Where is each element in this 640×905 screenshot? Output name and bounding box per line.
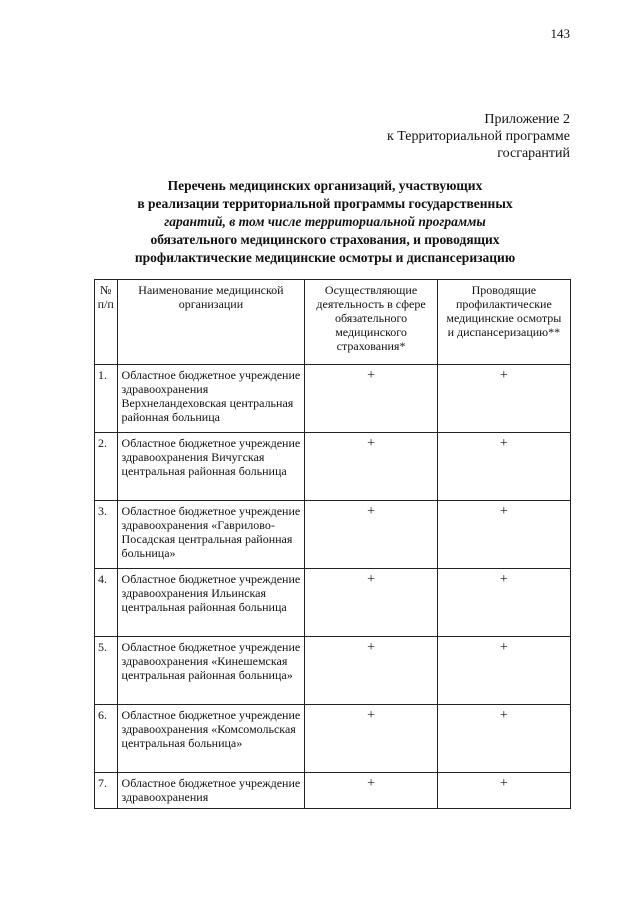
appendix-line-1: Приложение 2 — [484, 112, 570, 127]
header-insurance: Осуществляющие деятельность в сфере обязательного медицинского страхования* — [305, 280, 437, 365]
row-number: 2. — [95, 433, 118, 501]
table-row — [95, 365, 571, 433]
title-line-3: гарантий, в том числе территориальной программы — [164, 214, 486, 229]
table-row — [95, 433, 571, 501]
organization-name: Областное бюджетное учреждение здравоохранения Ильинская центральная районная больница — [117, 569, 305, 637]
table-row — [95, 637, 571, 705]
table-row — [95, 773, 571, 809]
organization-name: Областное бюджетное учреждение здравоохранения «Комсомольская центральная больница» — [117, 705, 305, 773]
title-line-1: Перечень медицинских организаций, участвующих — [167, 178, 483, 193]
appendix-header — [310, 111, 570, 162]
row-number: 3. — [95, 501, 118, 569]
insurance-mark: + — [305, 569, 437, 637]
header-preventive: Проводящие профилактические медицинские осмотры и диспансеризацию** — [437, 280, 570, 365]
header-organization-name: Наименование медицинской организации — [117, 280, 305, 365]
row-number: 1. — [95, 365, 118, 433]
organization-name: Областное бюджетное учреждение здравоохранения — [117, 773, 305, 809]
appendix-line-3: госгарантий — [497, 146, 570, 161]
title-line-5: профилактические медицинские осмотры и диспансеризацию — [134, 250, 516, 265]
insurance-mark: + — [305, 637, 437, 705]
row-number: 7. — [95, 773, 118, 809]
preventive-mark: + — [437, 365, 570, 433]
organizations-table — [94, 279, 571, 809]
table-row — [95, 705, 571, 773]
insurance-mark: + — [305, 773, 437, 809]
preventive-mark: + — [437, 569, 570, 637]
preventive-mark: + — [437, 501, 570, 569]
insurance-mark: + — [305, 365, 437, 433]
row-number: 5. — [95, 637, 118, 705]
table-header-row — [95, 280, 571, 365]
organization-name: Областное бюджетное учреждение здравоохранения «Кинешемская центральная районная больница» — [117, 637, 305, 705]
preventive-mark: + — [437, 705, 570, 773]
insurance-mark: + — [305, 705, 437, 773]
table-row — [95, 501, 571, 569]
insurance-mark: + — [305, 501, 437, 569]
row-number: 4. — [95, 569, 118, 637]
page-number: 143 — [550, 26, 570, 41]
row-number: 6. — [95, 705, 118, 773]
preventive-mark: + — [437, 637, 570, 705]
organization-name: Областное бюджетное учреждение здравоохранения «Гаврилово-Посадская центральная районная больница» — [117, 501, 305, 569]
table-row — [95, 569, 571, 637]
title-line-4: обязательного медицинского страхования, и проводящих — [150, 232, 500, 247]
insurance-mark: + — [305, 433, 437, 501]
document-title — [90, 177, 560, 267]
preventive-mark: + — [437, 773, 570, 809]
organization-name: Областное бюджетное учреждение здравоохранения Вичугская центральная районная больница — [117, 433, 305, 501]
organization-name: Областное бюджетное учреждение здравоохранения Верхнеландеховская центральная районная больница — [117, 365, 305, 433]
appendix-line-2: к Территориальной программе — [386, 129, 570, 144]
preventive-mark: + — [437, 433, 570, 501]
title-line-2: в реализации территориальной программы государственных — [137, 196, 513, 211]
header-number: № п/п — [95, 280, 118, 365]
